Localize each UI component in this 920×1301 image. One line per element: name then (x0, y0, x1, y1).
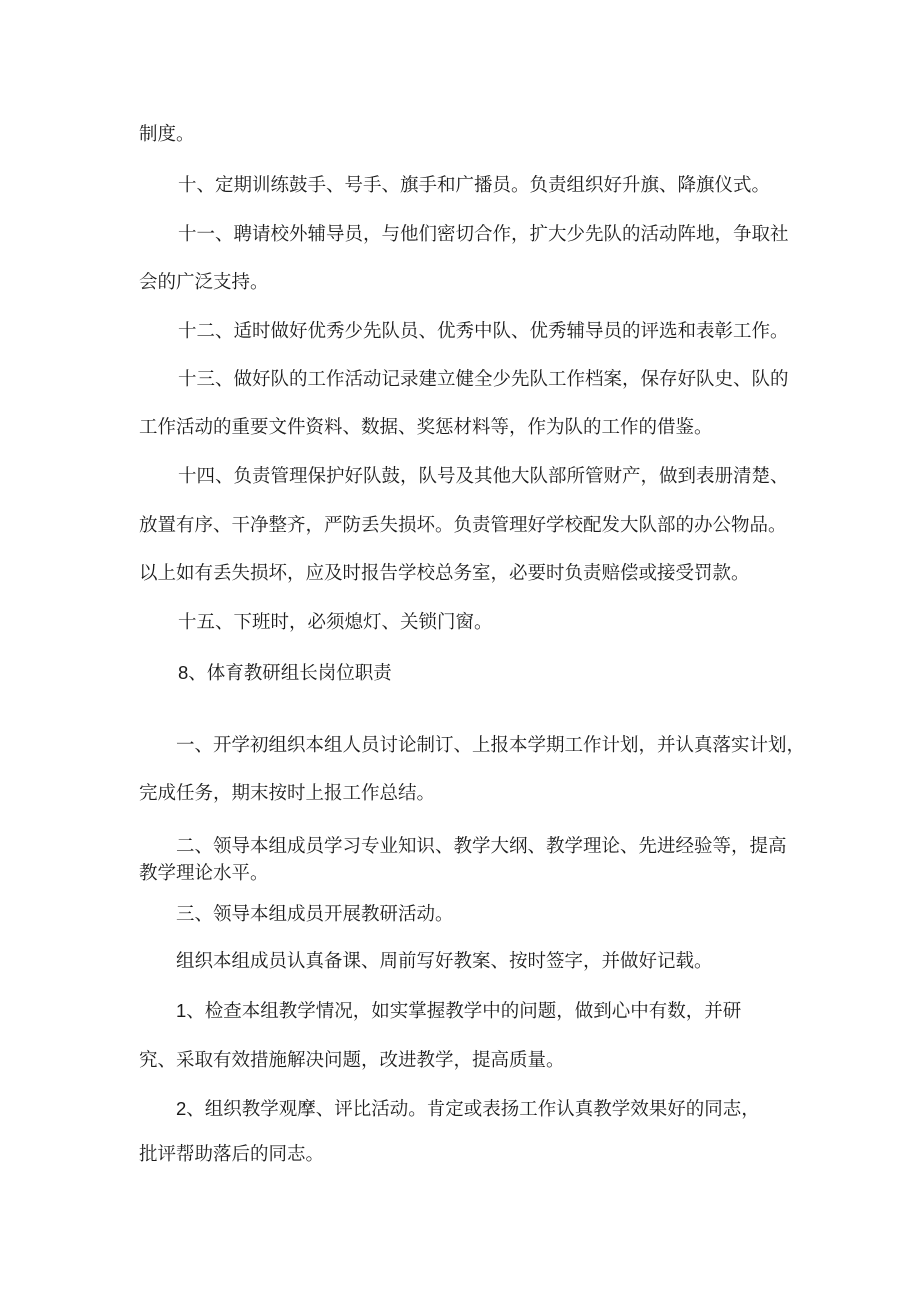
section-heading: 8、体育教研组长岗位职责 (178, 662, 392, 683)
text-line: 十四、负责管理保护好队鼓，队号及其他大队部所管财产，做到表册清楚、 (178, 466, 789, 487)
text-line: 2、组织教学观摩、评比活动。肯定或表扬工作认真教学效果好的同志， (176, 1098, 760, 1119)
text-line: 究、采取有效措施解决问题，改进教学，提高质量。 (139, 1050, 565, 1071)
text-line: 以上如有丢失损坏，应及时报告学校总务室，必要时负责赔偿或接受罚款。 (139, 563, 750, 584)
text-line: 教学理论水平。 (139, 863, 269, 884)
text-line: 组织本组成员认真备课、周前写好教案、按时签字，并做好记载。 (176, 951, 713, 972)
text-line: 十三、做好队的工作活动记录建立健全少先队工作档案，保存好队史、队的 (178, 369, 789, 390)
text-line: 一、开学初组织本组人员讨论制订、上报本学期工作计划，并认真落实计划， (176, 735, 806, 756)
text-line: 工作活动的重要文件资料、数据、奖惩材料等，作为队的工作的借鉴。 (139, 417, 713, 438)
text-line: 批评帮助落后的同志。 (139, 1144, 325, 1165)
text-line: 会的广泛支持。 (139, 272, 269, 293)
text-line: 放置有序、干净整齐，严防丢失损坏。负责管理好学校配发大队部的办公物品。 (139, 515, 787, 536)
text-line: 十五、下班时，必须熄灯、关锁门窗。 (178, 612, 493, 633)
text-line: 十、定期训练鼓手、号手、旗手和广播员。负责组织好升旗、降旗仪式。 (178, 175, 771, 196)
text-line: 十二、适时做好优秀少先队员、优秀中队、优秀辅导员的评选和表彰工作。 (178, 321, 789, 342)
text-line: 1、检查本组教学情况，如实掌握教学中的问题，做到心中有数，并研 (176, 1000, 742, 1021)
text-line: 完成任务，期末按时上报工作总结。 (139, 783, 436, 804)
text-line: 三、领导本组成员开展教研活动。 (176, 904, 454, 925)
text-line: 制度。 (139, 124, 195, 145)
text-line: 二、领导本组成员学习专业知识、教学大纲、教学理论、先进经验等，提高 (176, 836, 787, 857)
text-line: 十一、聘请校外辅导员，与他们密切合作，扩大少先队的活动阵地，争取社 (178, 224, 789, 245)
